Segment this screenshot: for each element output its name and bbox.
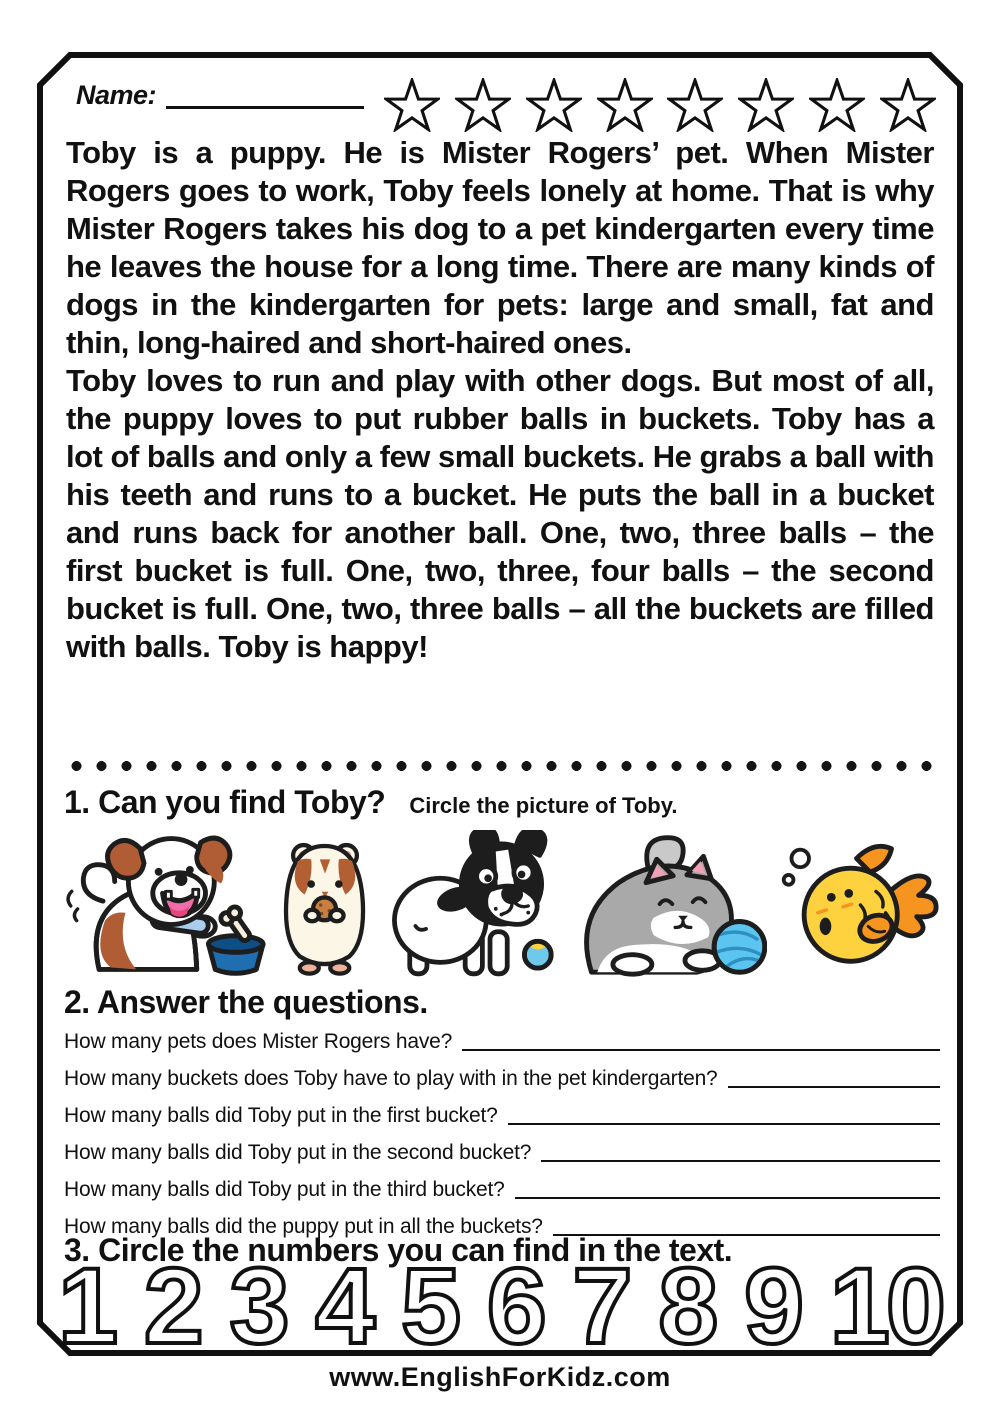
- footer-website: www.EnglishForKidz.com: [329, 1362, 671, 1392]
- name-row: [76, 82, 364, 109]
- star-icon[interactable]: [667, 78, 723, 132]
- question-text: How many balls did the puppy put in all the buckets?: [64, 1214, 543, 1238]
- answer-line[interactable]: [462, 1049, 940, 1051]
- question-text: How many balls did Toby put in the first bucket?: [64, 1103, 498, 1127]
- star-icon[interactable]: [880, 78, 936, 132]
- stars-row: [384, 78, 936, 132]
- section1-instruction: Circle the picture of Toby.: [409, 793, 678, 818]
- number-item[interactable]: 1: [58, 1245, 115, 1367]
- question-text: How many pets does Mister Rogers have?: [64, 1029, 453, 1053]
- reading-passage: [66, 134, 934, 666]
- question-row: [64, 1053, 940, 1090]
- star-icon[interactable]: [526, 78, 582, 132]
- number-item[interactable]: 6: [486, 1245, 543, 1367]
- puppy-image[interactable]: [62, 830, 267, 980]
- section1-title: 1. Can you find Toby?: [64, 784, 386, 820]
- star-icon[interactable]: [738, 78, 794, 132]
- cat-image[interactable]: [562, 832, 767, 980]
- hamster-image[interactable]: [275, 832, 375, 980]
- number-item[interactable]: 9: [744, 1245, 801, 1367]
- answer-line[interactable]: [541, 1160, 940, 1162]
- star-icon[interactable]: [809, 78, 865, 132]
- dotted-divider: [64, 760, 938, 772]
- section2-title: 2. Answer the questions.: [64, 984, 428, 1020]
- number-item[interactable]: 4: [315, 1245, 372, 1367]
- number-item[interactable]: 10: [829, 1245, 942, 1367]
- fish-image[interactable]: [775, 832, 940, 980]
- section1-header: [64, 784, 677, 820]
- number-item[interactable]: 3: [229, 1245, 286, 1367]
- bulldog-image[interactable]: [383, 830, 555, 980]
- animals-row: [62, 822, 940, 980]
- number-item[interactable]: 7: [572, 1245, 629, 1367]
- star-icon[interactable]: [455, 78, 511, 132]
- question-text: How many balls did Toby put in the second bucket?: [64, 1140, 532, 1164]
- passage-paragraph-2: Toby loves to run and play with other dogs. But most of all, the puppy loves to put rubber balls in buckets. Toby has a lot of balls and only a few small buckets. He grabs a ball with his teeth and runs to a bucket. He puts the ball in a bucket and runs back for another ball. One, two, three balls – the first bucket is full. One, two, three, four balls – the second bucket is full. One, two, three balls – all the buckets are filled with balls. Toby is happy!: [66, 363, 934, 664]
- question-text: How many buckets does Toby have to play with in the pet kindergarten?: [64, 1066, 718, 1090]
- question-row: [64, 1016, 940, 1053]
- number-item[interactable]: 5: [401, 1245, 458, 1367]
- passage-paragraph-1: Toby is a puppy. He is Mister Rogers’ pet. When Mister Rogers goes to work, Toby feels lonely at home. That is why Mister Rogers takes his dog to a pet kindergarten every time he leaves the house for a long time. There are many kinds of dogs in the kindergarten for pets: large and small, fat and thin, long-haired and short-haired ones.: [66, 135, 934, 360]
- number-item[interactable]: 8: [658, 1245, 715, 1367]
- name-input-line[interactable]: [166, 82, 364, 109]
- question-row: [64, 1090, 940, 1127]
- star-icon[interactable]: [597, 78, 653, 132]
- footer: [0, 1362, 1000, 1393]
- answer-line[interactable]: [728, 1086, 940, 1088]
- section3-title: 3. Circle the numbers you can find in the text.: [64, 1232, 733, 1268]
- number-item[interactable]: 2: [143, 1245, 200, 1367]
- name-label: Name:: [76, 80, 157, 110]
- question-row: [64, 1164, 940, 1201]
- question-row: [64, 1127, 940, 1164]
- answer-line[interactable]: [515, 1197, 940, 1199]
- section2-header: [64, 984, 428, 1020]
- answer-line[interactable]: [508, 1123, 940, 1125]
- star-icon[interactable]: [384, 78, 440, 132]
- question-text: How many balls did Toby put in the third bucket?: [64, 1177, 505, 1201]
- questions-list: [64, 1016, 940, 1238]
